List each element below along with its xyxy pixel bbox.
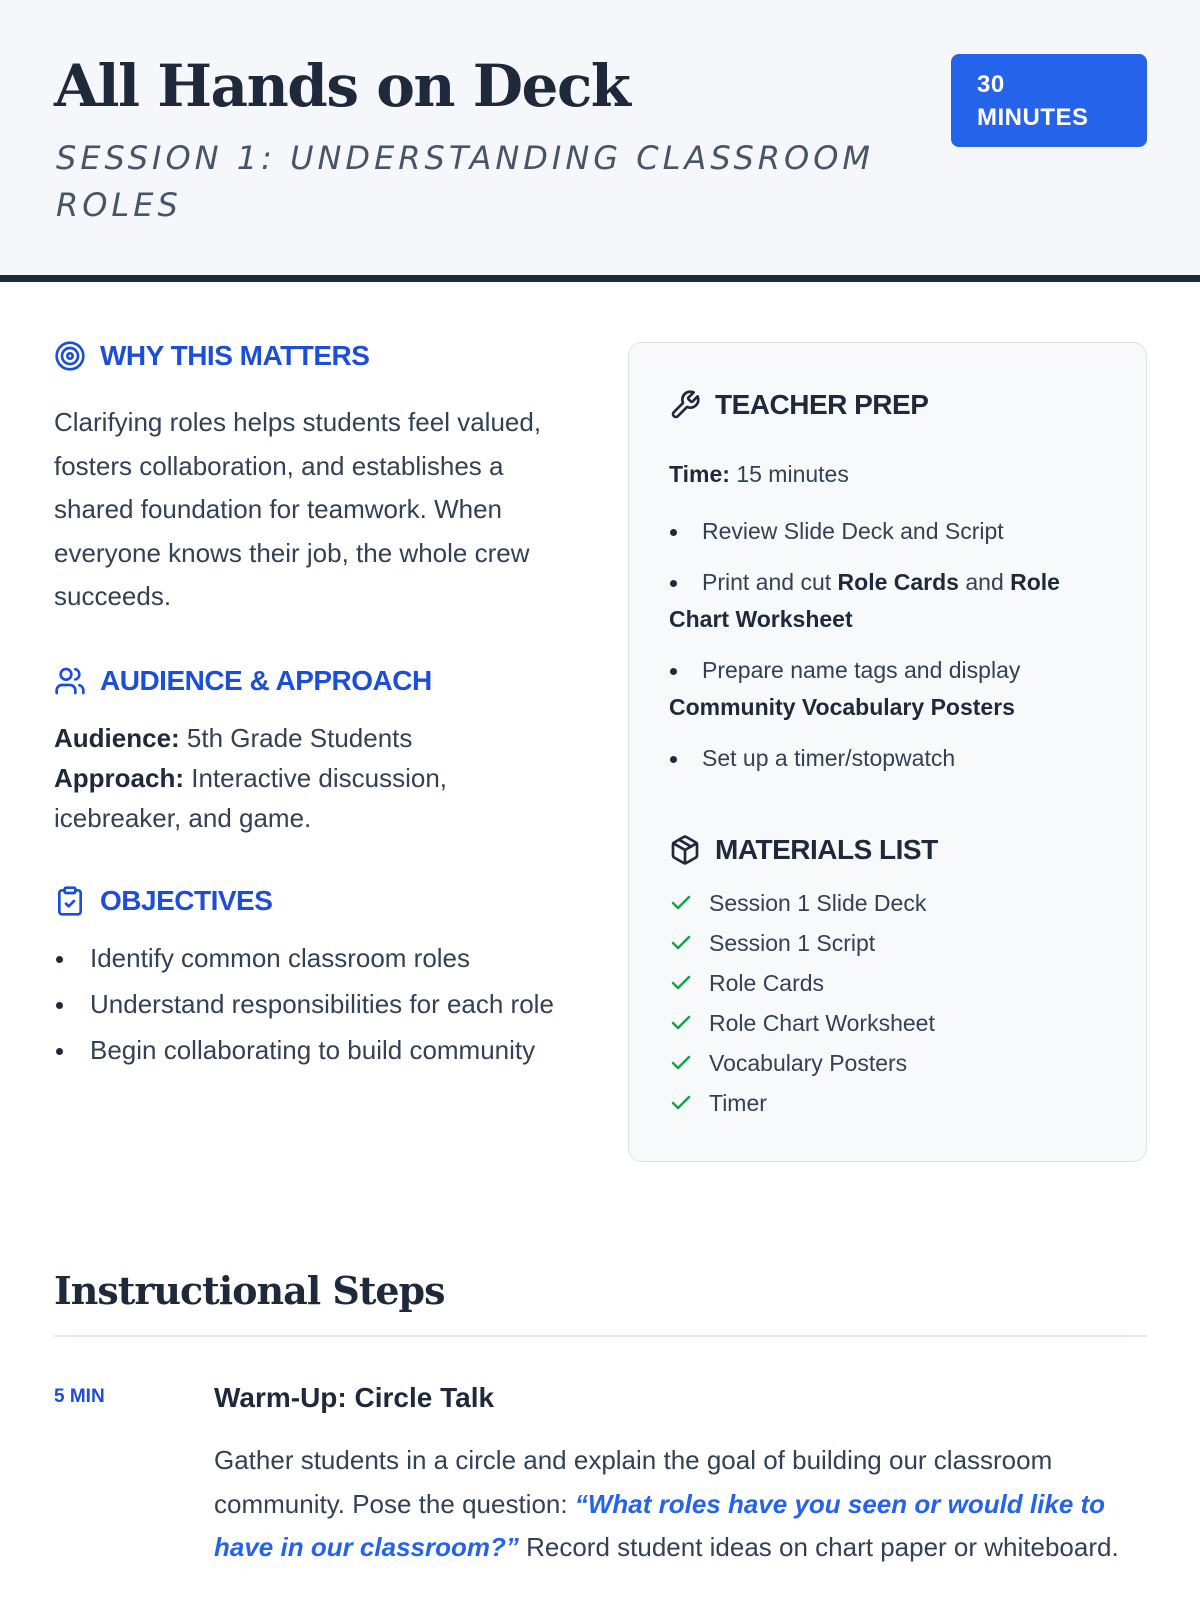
session-subtitle: SESSION 1: UNDERSTANDING CLASSROOM ROLES [56, 139, 875, 224]
page-header [0, 0, 1200, 282]
list-item [669, 883, 935, 923]
objectives-list [54, 938, 574, 1076]
materials-list [669, 883, 935, 1123]
audience-label: Audience: [54, 723, 180, 753]
prep-text: and [958, 569, 1011, 595]
material-label: Session 1 Script [709, 930, 876, 956]
duration-value: 30 [977, 71, 1005, 98]
list-item [669, 740, 1109, 777]
check-icon [669, 971, 693, 995]
audience-value: 5th Grade Students [179, 723, 413, 753]
divider [54, 1335, 1147, 1337]
prep-text: Set up a timer/stopwatch [702, 745, 956, 771]
prep-bold: Role Chart Worksheet [669, 569, 1060, 632]
prep-bold: Role Cards [837, 569, 959, 595]
users-icon [54, 665, 86, 697]
prep-time-value: 15 minutes [729, 461, 849, 487]
list-item [669, 1003, 935, 1043]
list-item: Identify common classroom roles [54, 938, 574, 978]
material-label: Role Cards [709, 970, 825, 996]
prep-heading [669, 385, 928, 425]
prep-text: Review Slide Deck and Script [702, 518, 1004, 544]
audience-approach-text [54, 718, 574, 838]
check-icon [669, 931, 693, 955]
materials-heading [669, 830, 938, 870]
prep-text: Print and cut [702, 569, 838, 595]
material-label: Vocabulary Posters [709, 1050, 908, 1076]
step-quote: “What roles have you seen or would like to have in our classroom?” [214, 1488, 1106, 1562]
objectives-heading-label: OBJECTIVES [100, 885, 273, 916]
check-icon [669, 1011, 693, 1035]
check-icon [669, 891, 693, 915]
steps-heading: Instructional Steps [54, 1268, 445, 1313]
why-paragraph: Clarifying roles helps students feel valued, fosters collaboration, and establishes a shared foundation for teamwork. When everyone knows their job, the whole crew succeeds. [54, 407, 542, 611]
audience-line [54, 718, 574, 758]
prep-text: Prepare name tags and display [702, 657, 1021, 683]
audience-heading [54, 661, 432, 701]
approach-label: Approach: [54, 763, 184, 793]
step-text: Record student ideas on chart paper or whiteboard. [518, 1532, 1119, 1562]
check-icon [669, 1051, 693, 1075]
list-item [669, 652, 1109, 726]
approach-line [54, 758, 574, 838]
list-item [669, 923, 935, 963]
list-item [669, 1043, 935, 1083]
duration-badge [951, 54, 1147, 147]
objectives-heading [54, 881, 272, 921]
box-icon [669, 834, 701, 866]
step-time: 5 MIN [54, 1386, 105, 1407]
prep-list [669, 513, 1109, 791]
prep-time [669, 461, 849, 488]
list-item [669, 513, 1109, 550]
audience-heading-label: AUDIENCE & APPROACH [100, 665, 432, 696]
wrench-icon [669, 389, 701, 421]
prep-time-label: Time: [669, 461, 730, 487]
list-item [669, 564, 1109, 638]
materials-heading-label: MATERIALS LIST [715, 834, 938, 865]
step-title: Warm-Up: Circle Talk [214, 1382, 495, 1413]
check-icon [669, 1091, 693, 1115]
clipboard-check-icon [54, 885, 86, 917]
approach-value: Interactive discussion, icebreaker, and game. [54, 763, 448, 833]
step-text: Gather students in a circle and explain the goal of building our classroom community. Pose the question: [214, 1445, 1053, 1519]
material-label: Session 1 Slide Deck [709, 890, 927, 916]
step-body [214, 1439, 1147, 1570]
list-item: Begin collaborating to build community [54, 1030, 574, 1070]
material-label: Role Chart Worksheet [709, 1010, 935, 1036]
prep-bold: Community Vocabulary Posters [669, 694, 1015, 720]
target-icon [54, 340, 86, 372]
list-item: Understand responsibilities for each role [54, 984, 574, 1024]
page-title: All Hands on Deck [54, 52, 630, 120]
why-heading [54, 336, 369, 376]
duration-unit: MINUTES [977, 104, 1089, 131]
list-item [669, 963, 935, 1003]
prep-heading-label: TEACHER PREP [715, 389, 929, 420]
teacher-prep-card [628, 342, 1147, 1162]
why-heading-label: WHY THIS MATTERS [100, 340, 370, 371]
material-label: Timer [709, 1090, 767, 1116]
list-item [669, 1083, 935, 1123]
